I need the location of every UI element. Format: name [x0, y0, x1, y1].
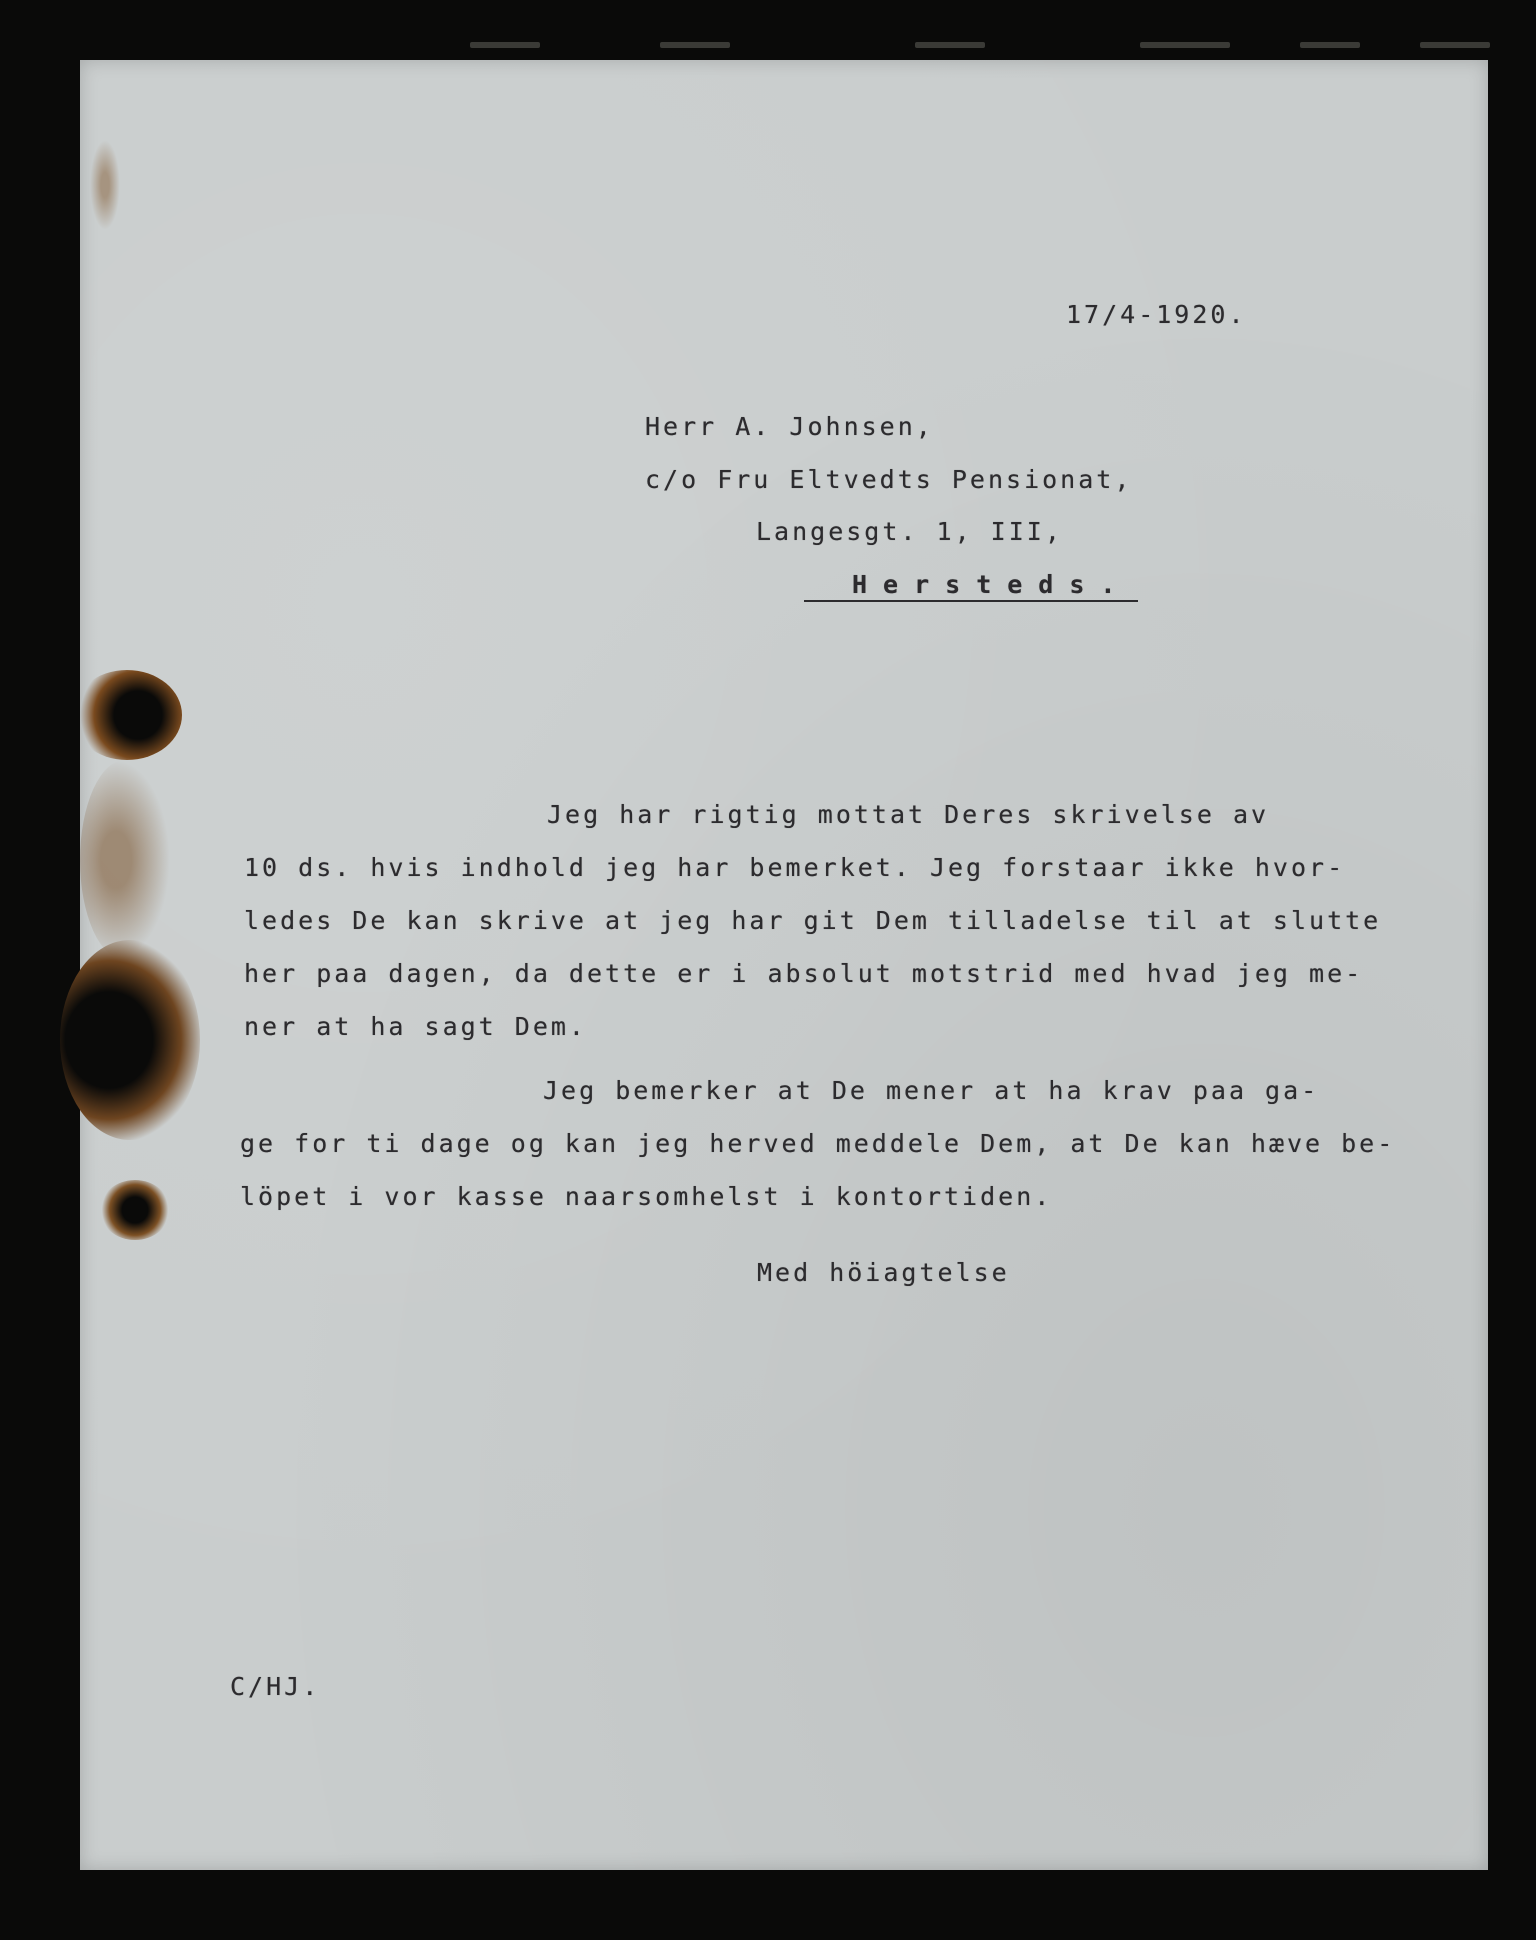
burn-hole — [100, 1180, 170, 1240]
body-line: Jeg bemerker at De mener at ha krav paa ga- — [543, 1076, 1320, 1105]
burn-hole — [60, 940, 200, 1140]
letter-date: 17/4-1920. — [1066, 300, 1247, 329]
body-line: ge for ti dage og kan jeg herved meddele Dem, at De kan hæve be- — [240, 1129, 1396, 1158]
film-edge-mark — [1140, 42, 1230, 48]
closing: Med höiagtelse — [757, 1258, 1010, 1287]
recipient-street: Langesgt. 1, III, — [756, 517, 1063, 546]
body-line: ner at ha sagt Dem. — [244, 1012, 587, 1041]
film-edge-mark — [660, 42, 730, 48]
film-edge-mark — [470, 42, 540, 48]
body-line: Jeg har rigtig mottat Deres skrivelse av — [547, 800, 1270, 829]
body-line: her paa dagen, da dette er i absolut motstrid med hvad jeg me- — [244, 959, 1364, 988]
recipient-city: Hersteds. — [852, 570, 1132, 599]
film-edge-mark — [1420, 42, 1490, 48]
city-underline — [804, 600, 1138, 602]
burn-hole — [72, 670, 182, 760]
initials: C/HJ. — [230, 1672, 321, 1701]
recipient-name: Herr A. Johnsen, — [645, 412, 934, 441]
film-edge-mark — [915, 42, 985, 48]
scorch-stain — [90, 140, 120, 230]
body-line: 10 ds. hvis indhold jeg har bemerket. Jeg forstaar ikke hvor- — [244, 853, 1346, 882]
scorch-stain — [80, 760, 170, 960]
recipient-care-of: c/o Fru Eltvedts Pensionat, — [645, 465, 1133, 494]
film-edge-mark — [1300, 42, 1360, 48]
body-line: ledes De kan skrive at jeg har git Dem tilladelse til at slutte — [244, 906, 1382, 935]
body-line: löpet i vor kasse naarsomhelst i kontortiden. — [240, 1182, 1053, 1211]
letter-page — [80, 60, 1488, 1870]
